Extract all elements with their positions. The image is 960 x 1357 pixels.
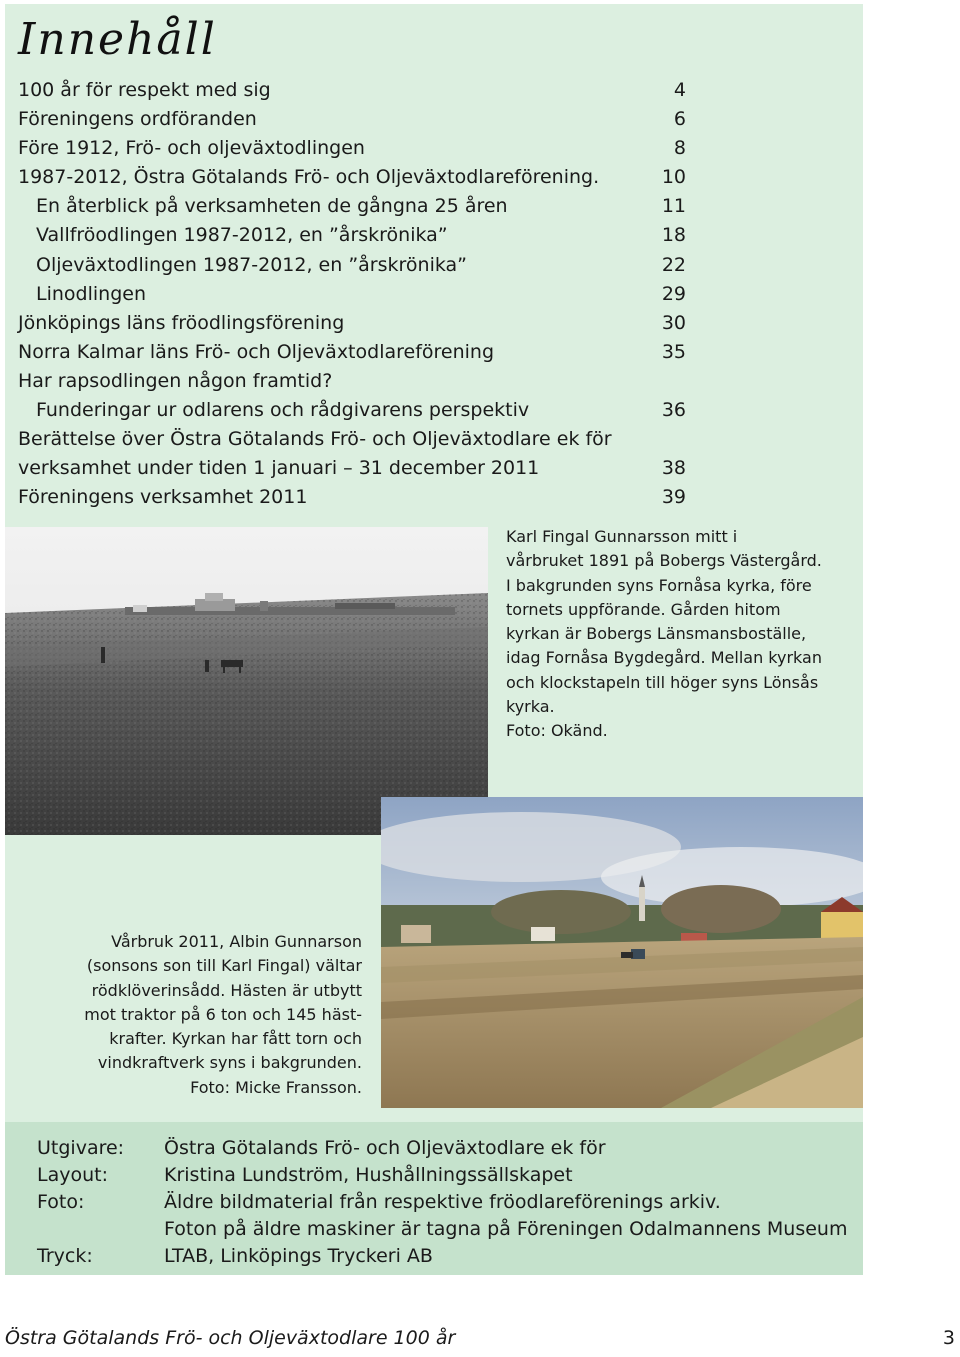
toc-page: 11: [661, 195, 686, 217]
toc-row[interactable]: [18, 396, 686, 425]
toc-title: Jönköpings läns fröodlingsförening: [18, 312, 345, 334]
toc-page: 35: [661, 341, 686, 363]
toc-row[interactable]: [18, 454, 686, 483]
credit-label: Layout:: [37, 1164, 108, 1186]
toc-title: Norra Kalmar läns Frö- och Oljeväxtodlareförening: [18, 341, 495, 363]
credit-label: Tryck:: [37, 1245, 93, 1267]
toc-page: 38: [661, 457, 686, 479]
caption-line: (sonsons son till Karl Fingal) vältar: [86, 956, 362, 976]
caption-line: vårbruket 1891 på Bobergs Västergård.: [506, 551, 822, 571]
toc-page: 22: [661, 254, 686, 276]
toc-title: En återblick på verksamheten de gångna 25 åren: [36, 195, 508, 217]
toc-row[interactable]: [18, 192, 686, 221]
toc-row[interactable]: [18, 221, 686, 250]
modern-field-photo: [381, 797, 863, 1108]
credit-value: LTAB, Linköpings Tryckeri AB: [164, 1245, 433, 1267]
modern-photo-caption: [60, 930, 362, 1100]
toc-title: Har rapsodlingen någon framtid?: [18, 370, 333, 392]
toc-row[interactable]: [18, 134, 686, 163]
toc-row[interactable]: [18, 251, 686, 280]
toc-row[interactable]: [18, 483, 686, 512]
footer-title: Östra Götalands Frö- och Oljeväxtodlare 100 år: [5, 1327, 456, 1349]
toc-title: 1987-2012, Östra Götalands Frö- och Oljeväxtodlareförening.: [18, 166, 600, 188]
toc-title: Före 1912, Frö- och oljeväxtodlingen: [18, 137, 365, 159]
toc-row[interactable]: [18, 309, 686, 338]
page-title: Innehåll: [18, 14, 217, 65]
toc-row[interactable]: [18, 105, 686, 134]
caption-line: kyrkan är Bobergs Länsmansboställe,: [506, 624, 807, 644]
toc-row[interactable]: [18, 425, 686, 454]
toc-title: Funderingar ur odlarens och rådgivarens perspektiv: [36, 399, 530, 421]
toc-title: Föreningens verksamhet 2011: [18, 486, 308, 508]
caption-line: Vårbruk 2011, Albin Gunnarson: [111, 932, 362, 951]
toc-title: Oljeväxtodlingen 1987-2012, en ”årskrönika”: [36, 254, 468, 276]
historic-photo-caption: [506, 525, 836, 744]
toc-row[interactable]: [18, 367, 686, 396]
credits-box: [5, 1122, 863, 1275]
toc-title: Vallfröodlingen 1987-2012, en ”årskrönika”: [36, 224, 448, 246]
caption-line: idag Fornåsa Bygdegård. Mellan kyrkan: [506, 648, 822, 668]
toc-title: verksamhet under tiden 1 januari – 31 december 2011: [18, 457, 540, 479]
toc-page: 10: [661, 166, 686, 188]
historic-field-photo: [5, 527, 488, 835]
caption-line: kyrka.: [506, 697, 555, 717]
toc-row[interactable]: [18, 163, 686, 192]
caption-line: vindkraftverk syns i bakgrunden.: [97, 1053, 362, 1073]
toc-page: 6: [673, 108, 686, 130]
toc-page: 4: [673, 79, 686, 101]
caption-line: I bakgrunden syns Fornåsa kyrka, före: [506, 575, 812, 595]
toc-page: 36: [661, 399, 686, 421]
toc-title: Linodlingen: [36, 283, 146, 305]
toc-title: 100 år för respekt med sig: [18, 79, 271, 101]
caption-line: Karl Fingal Gunnarsson mitt i: [506, 527, 738, 546]
caption-line: Foto: Okänd.: [506, 721, 608, 741]
toc-page: 30: [661, 312, 686, 334]
credit-value: Foton på äldre maskiner är tagna på Föreningen Odalmannens Museum: [164, 1218, 848, 1240]
toc-row[interactable]: [18, 338, 686, 367]
toc-page: 18: [661, 224, 686, 246]
caption-line: tornets uppförande. Gården hitom: [506, 599, 781, 619]
page-number: 3: [942, 1327, 955, 1349]
credit-value: Kristina Lundström, Hushållningssällskapet: [164, 1164, 573, 1186]
toc-page: 8: [673, 137, 686, 159]
credit-label: Foto:: [37, 1191, 85, 1213]
toc-row[interactable]: [18, 76, 686, 105]
toc-page: 39: [661, 486, 686, 508]
caption-line: Foto: Micke Fransson.: [190, 1077, 362, 1097]
credit-value: Äldre bildmaterial från respektive fröodlareförenings arkiv.: [164, 1191, 721, 1213]
credit-label: Utgivare:: [37, 1137, 125, 1159]
toc-page: 29: [661, 283, 686, 305]
toc-title: Berättelse över Östra Götalands Frö- och Oljeväxtodlare ek för: [18, 428, 612, 450]
caption-line: och klockstapeln till höger syns Lönsås: [506, 672, 819, 692]
caption-line: krafter. Kyrkan har fått torn och: [109, 1029, 362, 1049]
toc-row[interactable]: [18, 280, 686, 309]
credit-value: Östra Götalands Frö- och Oljeväxtodlare ek för: [164, 1137, 606, 1159]
toc-title: Föreningens ordföranden: [18, 108, 257, 130]
caption-line: rödklöverinsådd. Hästen är utbytt: [91, 980, 362, 1000]
caption-line: mot traktor på 6 ton och 145 häst-: [84, 1004, 362, 1024]
